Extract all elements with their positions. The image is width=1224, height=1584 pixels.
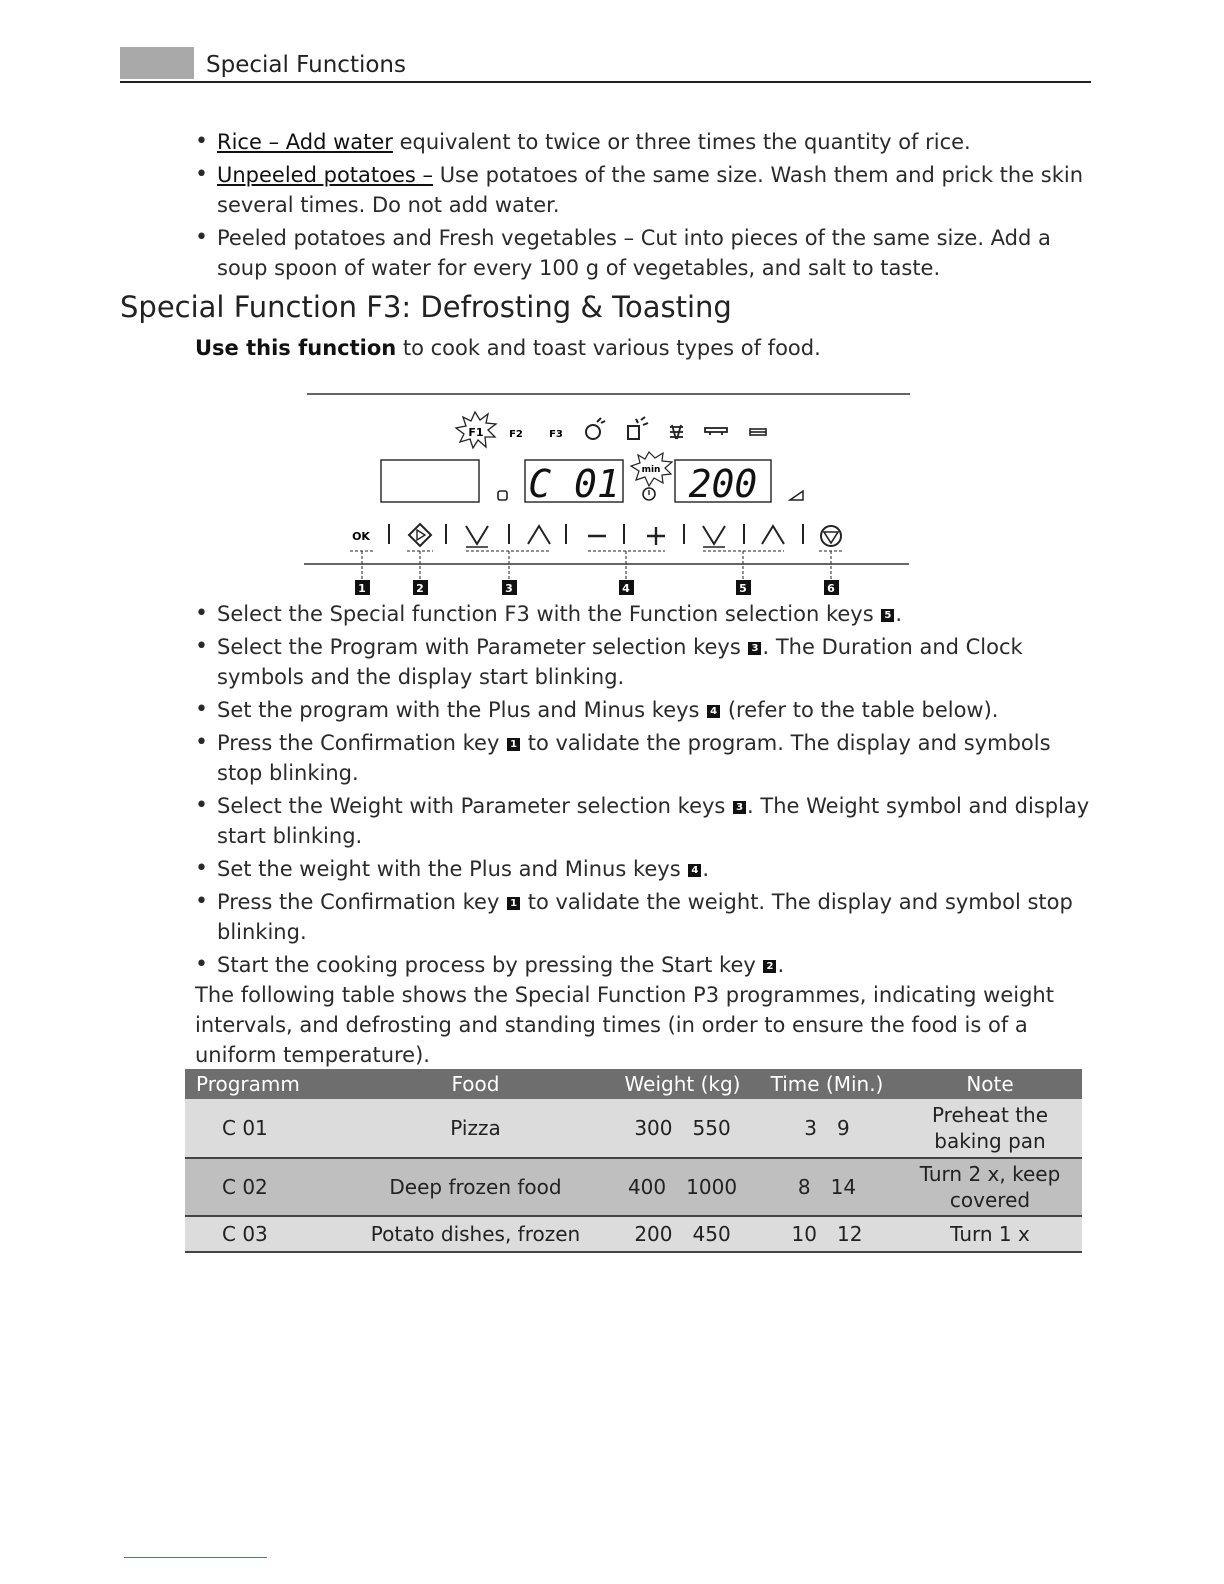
step-4-post: to validate the program. The display and symbols stop blinking. xyxy=(217,731,1051,785)
footer-link-line xyxy=(124,1557,267,1558)
control-panel-diagram xyxy=(300,390,915,600)
callout-badges xyxy=(355,580,839,595)
time-min: 10 xyxy=(791,1222,817,1246)
step-1-post: . xyxy=(895,602,903,626)
time-max: 14 xyxy=(830,1175,857,1199)
step-3-post: (refer to the table below). xyxy=(721,698,999,722)
step-7-post: to validate the weight. The display and symbol stop blinking. xyxy=(217,890,1073,944)
cell-time xyxy=(756,1216,898,1252)
step-6-post: . xyxy=(702,857,710,881)
step-2-post: . The Duration and Clock symbols and the display start blinking. xyxy=(217,635,1023,689)
lock-icon xyxy=(498,491,507,500)
param-up-key-icon xyxy=(528,526,550,544)
section-intro-rest: to cook and toast various types of food. xyxy=(396,336,821,360)
time-max: 9 xyxy=(837,1116,850,1140)
intro-bullet-list xyxy=(195,127,1095,283)
weight-max: 550 xyxy=(692,1116,731,1140)
key-badge: 3 xyxy=(748,642,761,655)
step-2-text: Select the Program with Parameter selection keys xyxy=(217,635,748,659)
step-6-text: Set the weight with the Plus and Minus keys xyxy=(217,857,688,881)
unpeeled-text: Use potatoes of the same size. Wash them and prick the skin several times. Do not add water. xyxy=(217,163,1084,217)
col-time: Time (Min.) xyxy=(756,1069,898,1099)
cell-food: Deep frozen food xyxy=(342,1158,609,1216)
callout-label-1: 1 xyxy=(358,582,366,595)
cell-note: Preheat the baking pan xyxy=(898,1099,1082,1158)
table-row xyxy=(185,1158,1082,1216)
cell-note: Turn 2 x, keep covered xyxy=(898,1158,1082,1216)
weight-icon xyxy=(790,491,803,500)
f2-label: F2 xyxy=(509,429,523,440)
col-food: Food xyxy=(342,1069,609,1099)
cell-time xyxy=(756,1158,898,1216)
key-separators xyxy=(389,524,803,544)
weight-display-text: 200 xyxy=(688,462,758,506)
f1-label: F1 xyxy=(468,426,484,439)
col-programm: Programm xyxy=(185,1069,342,1099)
peeled-text: Peeled potatoes and Fresh vegetables – Cut into pieces of the same size. Add a soup spoon of water for every 100 g of vegetables, and salt to taste. xyxy=(217,226,1051,280)
defrost-icon xyxy=(586,418,605,439)
header-rule xyxy=(120,81,1091,83)
step-5 xyxy=(195,791,1095,851)
table-intro-paragraph: The following table shows the Special Function P3 programmes, indicating weight intervals, and defrosting and standing times (in order to ensure the food is of a uniform temperature). xyxy=(195,983,1054,1067)
time-min: 8 xyxy=(797,1175,811,1199)
step-2 xyxy=(195,632,1095,692)
f3-label: F3 xyxy=(549,429,563,440)
step-8 xyxy=(195,950,1095,980)
section-title: Special Function F3: Defrosting & Toasting xyxy=(120,290,732,324)
step-5-post: . The Weight symbol and display start blinking. xyxy=(217,794,1090,848)
step-1-text: Select the Special function F3 with the Function selection keys xyxy=(217,602,881,626)
cell-food: Pizza xyxy=(342,1099,609,1158)
step-7-text: Press the Confirmation key xyxy=(217,890,507,914)
cell-food: Potato dishes, frozen xyxy=(342,1216,609,1252)
steps-list xyxy=(195,599,1095,980)
key-badge: 1 xyxy=(507,897,520,910)
bullet-peeled xyxy=(195,223,1095,283)
min-label: min xyxy=(641,465,661,475)
callout-label-3: 3 xyxy=(505,582,513,595)
func-up-key-icon xyxy=(762,526,784,544)
cell-weight xyxy=(609,1158,756,1216)
toast-icon xyxy=(628,417,648,439)
cell-prog: C 03 xyxy=(185,1216,342,1252)
bottom-heat-icon xyxy=(750,429,766,435)
callout-label-5: 5 xyxy=(739,582,747,595)
weight-max: 1000 xyxy=(686,1175,738,1199)
cell-time xyxy=(756,1099,898,1158)
cell-prog: C 02 xyxy=(185,1158,342,1216)
step-1 xyxy=(195,599,1095,629)
step-5-text: Select the Weight with Parameter selection keys xyxy=(217,794,733,818)
callout-label-2: 2 xyxy=(416,582,424,595)
weight-min: 400 xyxy=(627,1175,667,1199)
section-intro-bold: Use this function xyxy=(195,336,397,360)
panel-svg xyxy=(300,390,915,600)
key-badge: 5 xyxy=(881,609,894,622)
step-4-text: Press the Confirmation key xyxy=(217,731,507,755)
weight-max: 450 xyxy=(692,1222,731,1246)
step-8-text: Start the cooking process by pressing the Start key xyxy=(217,953,763,977)
header-gray-block xyxy=(120,47,194,79)
cell-weight xyxy=(609,1216,756,1252)
step-8-post: . xyxy=(777,953,785,977)
callout-label-6: 6 xyxy=(827,582,835,595)
bullet-rice xyxy=(195,127,1095,157)
col-note: Note xyxy=(898,1069,1082,1099)
rice-text: equivalent to twice or three times the quantity of rice. xyxy=(392,130,971,154)
step-7 xyxy=(195,887,1095,947)
cell-note: Turn 1 x xyxy=(898,1216,1082,1252)
section-intro xyxy=(195,336,821,360)
key-badge: 4 xyxy=(707,705,720,718)
key-badge: 2 xyxy=(763,960,776,973)
callout-label-4: 4 xyxy=(622,582,630,595)
time-max: 12 xyxy=(837,1222,863,1246)
top-heat-icon xyxy=(705,428,727,435)
left-display-blank xyxy=(381,460,479,502)
table-header-row xyxy=(185,1069,1082,1099)
step-3 xyxy=(195,695,1095,725)
key-badge: 3 xyxy=(733,801,746,814)
grill-icon xyxy=(670,425,683,439)
weight-min: 200 xyxy=(634,1222,673,1246)
table-row xyxy=(185,1216,1082,1252)
page-header-title: Special Functions xyxy=(206,52,406,78)
step-6 xyxy=(195,854,1095,884)
start-key-icon xyxy=(409,524,431,546)
bullet-unpeeled xyxy=(195,160,1095,220)
cell-prog: C 01 xyxy=(185,1099,342,1158)
key-badge: 4 xyxy=(688,864,701,877)
time-min: 3 xyxy=(804,1116,817,1140)
key-badge: 1 xyxy=(507,738,520,751)
col-weight: Weight (kg) xyxy=(609,1069,756,1099)
func-down-key-icon xyxy=(703,526,725,544)
unpeeled-term: Unpeeled potatoes – xyxy=(217,163,434,187)
ok-key-label: OK xyxy=(352,530,370,543)
step-3-text: Set the program with the Plus and Minus keys xyxy=(217,698,707,722)
weight-min: 300 xyxy=(634,1116,673,1140)
rice-term: Rice – Add water xyxy=(217,130,393,154)
callout-leaders xyxy=(350,551,844,580)
param-down-key-icon xyxy=(466,526,488,544)
table-row xyxy=(185,1099,1082,1158)
program-display-text: C 01 xyxy=(528,462,620,506)
programme-table xyxy=(185,1069,1082,1253)
step-4 xyxy=(195,728,1095,788)
cell-weight xyxy=(609,1099,756,1158)
